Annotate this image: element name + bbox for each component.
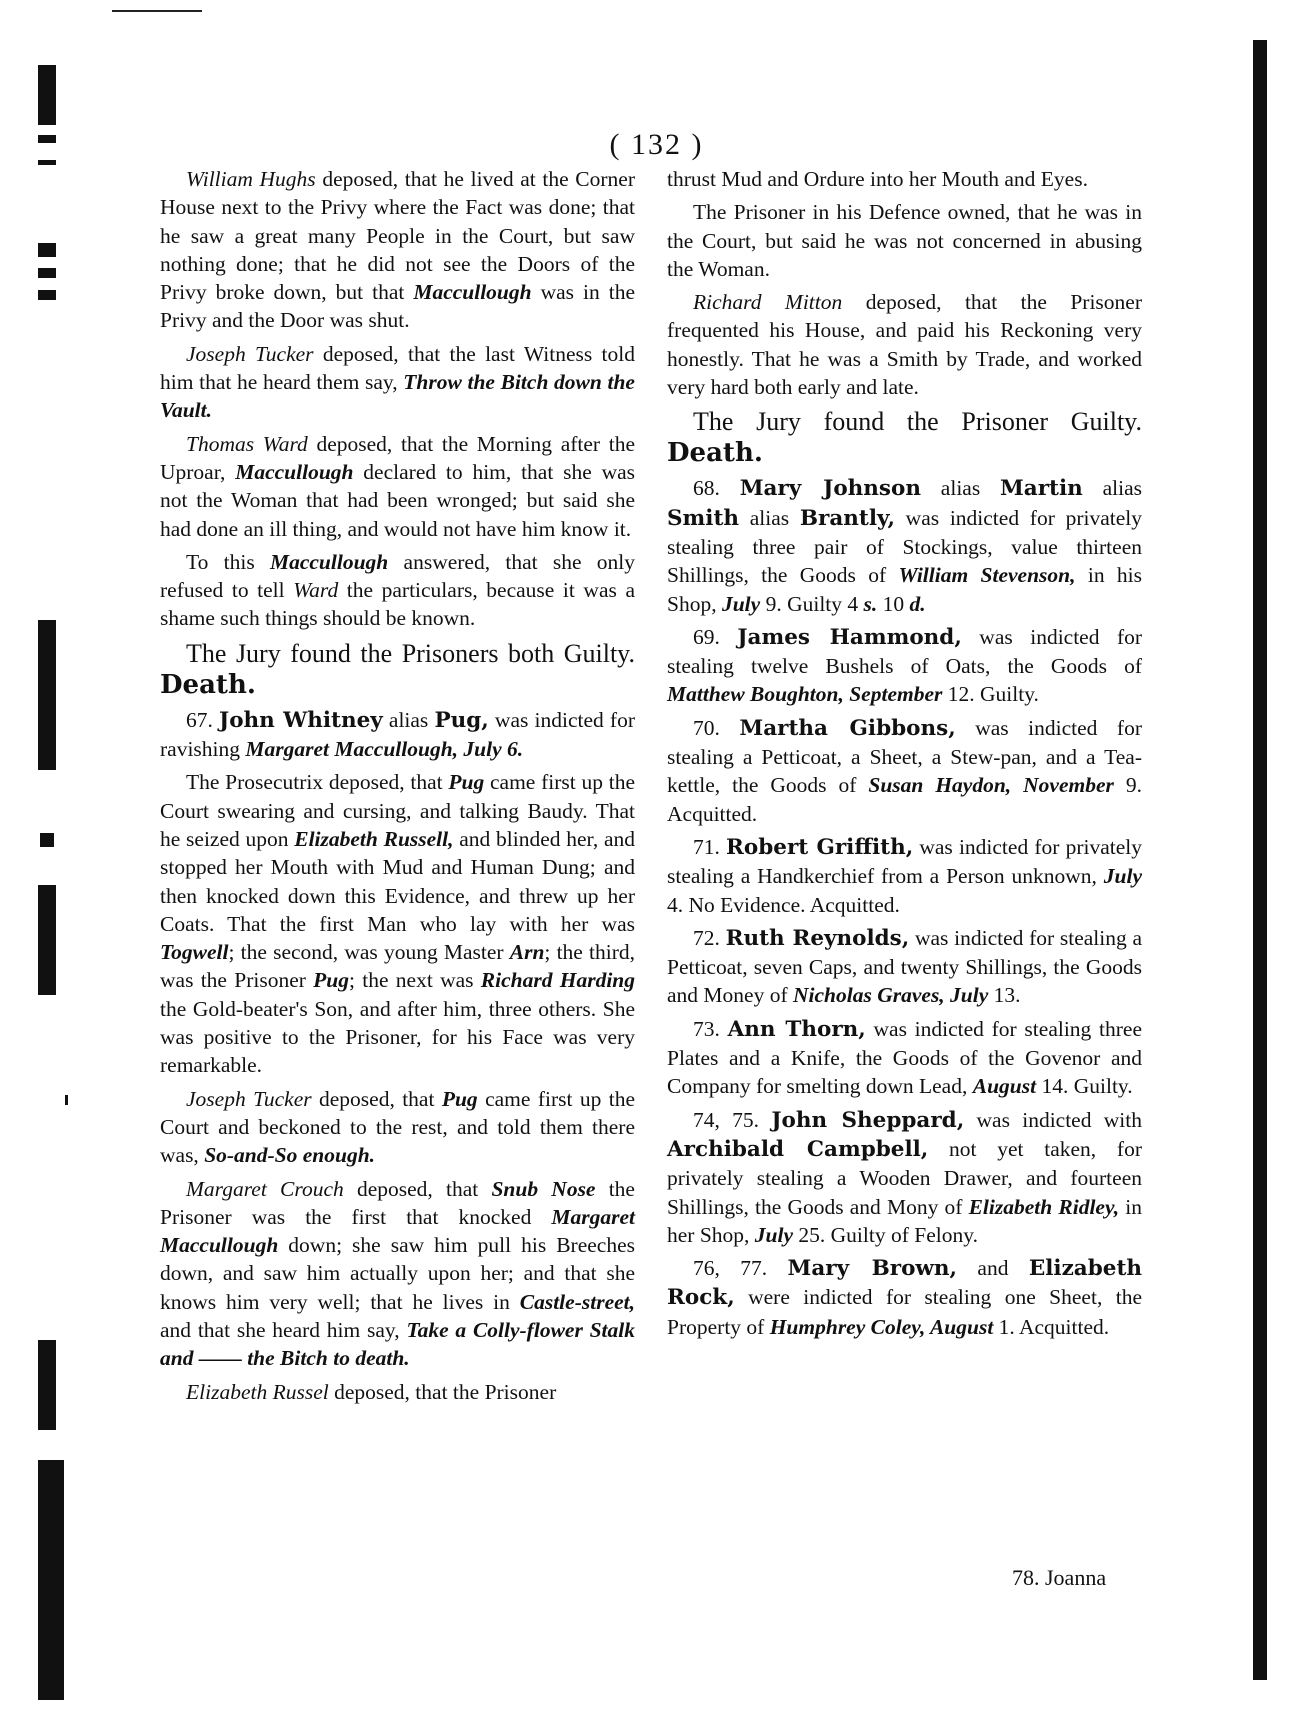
text-run: Pug xyxy=(448,770,485,795)
text-run: July xyxy=(754,1222,794,1247)
text-run: alias xyxy=(382,707,435,732)
text-run: Humphrey Coley, August xyxy=(769,1314,994,1339)
text-run: 10 xyxy=(877,591,910,616)
text-run: Elizabeth Russell, xyxy=(294,826,454,851)
text-run: deposed, that the Prisoner xyxy=(328,1379,557,1404)
paragraph xyxy=(160,1085,635,1170)
paragraph xyxy=(667,474,1142,617)
text-run: down; she saw him pull his Breeches down, and saw him actually upon her; and that she knows him very well; that he lives in xyxy=(160,1233,635,1314)
scan-left-edge xyxy=(0,0,90,1716)
text-run: s. xyxy=(863,591,878,616)
text-run: 72. xyxy=(693,925,726,950)
text-run: Susan Haydon, November xyxy=(868,773,1114,798)
verdict-paragraph xyxy=(667,406,1142,469)
text-run: Margaret Maccullough, July xyxy=(245,737,502,762)
text-run: Maccullough xyxy=(269,549,389,574)
text-run: Nicholas Graves, July xyxy=(793,983,989,1008)
paragraph xyxy=(667,1015,1142,1101)
paragraph xyxy=(160,768,635,1079)
text-run: The Jury found the Prisoner Guilty. xyxy=(693,407,1142,437)
text-run: 4. No Evidence. Acquitted. xyxy=(667,892,900,917)
catchword: 78. Joanna xyxy=(1012,1565,1107,1590)
text-run: alias xyxy=(1082,476,1142,501)
text-run: in her Shop, xyxy=(667,1194,1142,1247)
text-run: and that she heard him say, xyxy=(160,1317,407,1342)
text-run: 76, 77. xyxy=(693,1256,788,1281)
text-run: Margaret Maccullough xyxy=(160,1204,635,1258)
text-run: The Prosecutrix deposed, that xyxy=(186,770,449,795)
text-run: Togwell xyxy=(160,940,229,965)
text-run: Joseph Tucker xyxy=(186,341,314,366)
text-run: ; the second, was young Master xyxy=(228,940,510,965)
text-run: the Gold-beater's Son, and after him, three others. She was positive to the Prisoner, for his Face was very remarkable. xyxy=(160,996,635,1078)
text-run: Robert Griffith, xyxy=(726,834,914,860)
text-run: deposed, that the Prisoner frequented his House, and paid his Reckoning very honestly. That he was a Smith by Trade, and worked very hard both early and late. xyxy=(667,290,1142,400)
paragraph xyxy=(667,833,1142,919)
text-run: To this xyxy=(186,549,270,574)
text-run: came first up the Court and beckoned to the rest, and told them there was, xyxy=(160,1086,635,1168)
text-run: Thomas Ward xyxy=(186,431,308,456)
text-run: deposed, that xyxy=(311,1086,442,1111)
text-run: Snub Nose xyxy=(491,1176,596,1201)
text-run: August xyxy=(972,1074,1037,1099)
text-run: was indicted with xyxy=(964,1107,1142,1132)
text-run: Death. xyxy=(160,669,256,700)
text-run: Maccullough xyxy=(413,280,532,305)
text-run: was indicted for stealing three Plates and a Knife, the Goods of the Govenor and Company for smelting down Lead, xyxy=(667,1016,1142,1099)
left-column xyxy=(160,165,635,1411)
paragraph xyxy=(160,548,635,633)
text-run: William Hughs xyxy=(186,167,316,191)
text-run: The Prisoner in his Defence owned, that he was in the Court, but said he was not concerned in abusing the Woman. xyxy=(667,200,1142,281)
text-run: William Stevenson, xyxy=(898,563,1076,588)
text-run: So-and-So enough. xyxy=(204,1143,376,1168)
paragraph xyxy=(667,1254,1142,1341)
text-run: 6. xyxy=(501,737,524,762)
text-run: ; the third, was the Prisoner xyxy=(160,940,635,993)
text-run: 25. Guilty of Felony. xyxy=(793,1222,978,1247)
text-run: Elizabeth Rock, xyxy=(667,1256,1143,1311)
text-run: Death. xyxy=(667,438,763,469)
text-run: 68. xyxy=(693,476,740,501)
text-run: Matthew Boughton, September xyxy=(667,682,943,707)
text-run: and xyxy=(957,1256,1029,1281)
paragraph xyxy=(667,924,1142,1010)
paragraph xyxy=(667,714,1142,828)
text-run: came first up the Court swearing and cursing, and talking Baudy. That he seized upon xyxy=(160,770,635,851)
text-run: alias xyxy=(921,476,1000,501)
text-run: in his Shop, xyxy=(667,563,1142,616)
text-run: alias xyxy=(739,505,800,530)
paragraph xyxy=(160,1378,635,1406)
text-run: The Jury found the Prisoners both Guilty. xyxy=(186,638,635,668)
text-run: Mary Brown, xyxy=(787,1256,958,1282)
text-run: 69. xyxy=(693,624,738,649)
text-run: Take a Colly-flower Stalk and —— the Bitch to death. xyxy=(160,1317,635,1371)
text-run: deposed, that xyxy=(343,1176,492,1201)
text-run: Throw the Bitch down the Vault. xyxy=(160,370,635,423)
paragraph xyxy=(667,623,1142,709)
text-run: 1. Acquitted. xyxy=(993,1314,1110,1339)
text-run: Margaret Crouch xyxy=(186,1176,344,1201)
text-run: Martin xyxy=(1000,476,1083,502)
text-run: Castle-street, xyxy=(519,1289,635,1314)
scan-header-mark xyxy=(112,10,202,12)
text-run: ; the next was xyxy=(349,968,481,993)
text-run: Pug xyxy=(441,1086,478,1111)
paragraph xyxy=(160,1175,635,1373)
text-run: Brantly, xyxy=(799,505,895,531)
paragraph xyxy=(160,430,635,543)
paragraph xyxy=(160,340,635,425)
text-run: not yet taken, for privately stealing a Wooden Drawer, and fourteen Shillings, the Goods and Mony of xyxy=(667,1136,1142,1219)
text-run: Ruth Reynolds, xyxy=(725,925,910,951)
paragraph xyxy=(667,288,1142,401)
text-run: declared to him, that she was not the Woman that had been wronged; but said she had done an ill thing, and would not have him know it. xyxy=(160,459,636,541)
text-run: Archibald Campbell, xyxy=(667,1136,929,1162)
paragraph xyxy=(160,706,635,764)
text-run: Arn xyxy=(509,940,545,965)
text-run: Pug xyxy=(313,968,350,993)
text-run: 73. xyxy=(693,1016,728,1041)
text-run: 71. xyxy=(693,834,727,859)
text-run: was indicted for stealing twelve Bushels of Oats, the Goods of xyxy=(667,624,1143,679)
text-run: Joseph Tucker xyxy=(186,1086,312,1111)
text-run: John Sheppard, xyxy=(771,1107,965,1133)
text-run: 13. xyxy=(988,983,1021,1008)
text-run: Mary Johnson xyxy=(739,476,921,502)
right-column xyxy=(667,165,1142,1346)
text-run: was indicted for stealing a Petticoat, seven Caps, and twenty Shillings, the Goods and Money of xyxy=(667,925,1142,1008)
text-run: Elizabeth Russel xyxy=(186,1379,329,1404)
text-run: deposed, that the Morning after the Uproar, xyxy=(160,431,635,484)
scan-right-edge xyxy=(1253,40,1267,1680)
text-run: answered, that she only refused to tell xyxy=(160,549,635,603)
text-run: deposed, that the last Witness told him that he heard them say, xyxy=(160,341,636,395)
text-run: 70. xyxy=(693,715,740,740)
text-run: 74, 75. xyxy=(693,1107,772,1132)
text-run: was indicted for privately stealing a Handkerchief from a Person unknown, xyxy=(667,834,1142,889)
text-run: Pug, xyxy=(434,707,489,733)
paragraph xyxy=(667,198,1142,283)
text-run: deposed, that he lived at the Corner House next to the Privy where the Fact was done; that he saw a great many People in the Court, but saw nothing done; that he did not see the Doors of the Privy broke down, but that xyxy=(160,167,635,305)
text-run: James Hammond, xyxy=(737,624,962,650)
text-run: the Prisoner was the first that knocked xyxy=(160,1176,635,1229)
text-run: 12. Guilty. xyxy=(942,682,1039,707)
verdict-paragraph xyxy=(160,638,635,701)
text-run: thrust Mud and Ordure into her Mouth and Eyes. xyxy=(667,167,1088,191)
text-run: was indicted for privately stealing three pair of Stockings, value thirteen Shillings, the Goods of xyxy=(667,505,1142,588)
text-run: Martha Gibbons, xyxy=(739,715,956,741)
text-run: was in the Privy and the Door was shut. xyxy=(160,280,635,333)
text-run: 9. Guilty 4 xyxy=(760,591,864,616)
text-run: Ward xyxy=(293,578,339,603)
text-run: Richard Harding xyxy=(480,968,635,993)
paragraph xyxy=(667,165,1142,193)
text-run: was indicted for ravishing xyxy=(160,707,635,762)
text-run: Ann Thorn, xyxy=(727,1016,866,1042)
text-run: Smith xyxy=(667,505,740,531)
text-run: 9. Acquitted. xyxy=(667,773,1143,826)
paragraph xyxy=(667,1106,1142,1249)
text-run: were indicted for stealing one Sheet, the Property of xyxy=(667,1285,1142,1339)
text-run: the particulars, because it was a shame such things should be known. xyxy=(160,578,635,631)
text-run: July xyxy=(1103,864,1142,889)
paragraph xyxy=(160,165,635,335)
text-run: July xyxy=(721,591,761,616)
text-run: John Whitney xyxy=(219,707,383,733)
text-run: Richard Mitton xyxy=(693,290,843,315)
text-run: 67. xyxy=(186,707,220,732)
text-run: and blinded her, and stopped her Mouth with Mud and Human Dung; and then knocked down this Evidence, and threw up her Coats. That the first Man who lay with her was xyxy=(160,826,635,936)
text-run: d. xyxy=(909,591,926,616)
page-number: ( 132 ) xyxy=(609,128,704,161)
text-run: 14. Guilty. xyxy=(1036,1074,1133,1099)
text-run: Elizabeth Ridley, xyxy=(968,1194,1120,1219)
text-run: Maccullough xyxy=(235,459,354,484)
text-run: was indicted for stealing a Petticoat, a Sheet, a Stew-pan, and a Tea-kettle, the Goods of xyxy=(667,715,1142,798)
